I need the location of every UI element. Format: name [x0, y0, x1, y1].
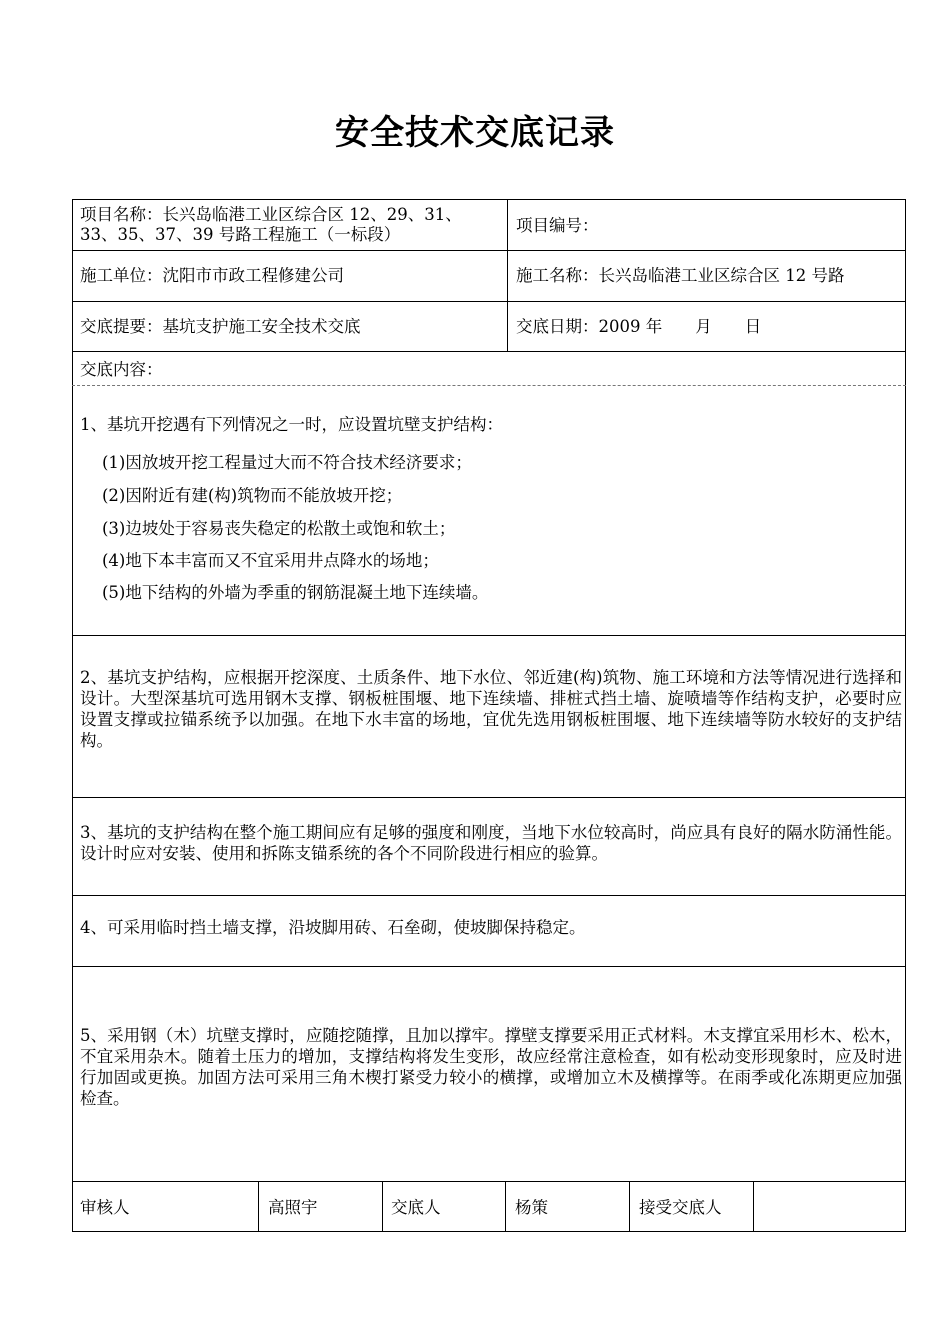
section-1-item: (4)地下本丰富而又不宜采用井点降水的场地；	[102, 551, 439, 570]
column-divider	[382, 1181, 383, 1232]
row-divider	[72, 351, 906, 352]
presenter-label: 交底人	[391, 1198, 441, 1217]
dashed-divider	[72, 385, 906, 386]
section-2: 2、基坑支护结构，应根据开挖深度、土质条件、地下水位、邻近建(构)筑物、施工环境和方法等情况进行选择和设计。大型深基坑可选用钢木支撑、钢板桩围堰、地下连续墙、排桩式挡土墙、旋喷墙等作结构支护，必要时应设置支撑或拉锚系统予以加强。在地下水丰富的场地，宜优先选用钢板桩围堰、地下连续墙等防水较好的支护结构。	[80, 668, 902, 750]
row-divider	[72, 635, 906, 636]
column-divider	[507, 199, 508, 351]
briefing-date: 交底日期：2009 年 月 日	[516, 317, 762, 336]
section-4: 4、可采用临时挡土墙支撑，沿坡脚用砖、石垒砌，使坡脚保持稳定。	[80, 918, 586, 937]
project-number: 项目编号：	[516, 216, 599, 235]
row-divider	[72, 797, 906, 798]
section-1-item: (3)边坡处于容易丧失稳定的松散土或饱和软土；	[102, 519, 456, 538]
column-divider	[753, 1181, 754, 1232]
project-name-line2: 33、35、37、39 号路工程施工（一标段）	[80, 225, 401, 244]
row-divider	[72, 301, 906, 302]
presenter-name: 杨策	[515, 1198, 548, 1217]
section-5: 5、采用钢（木）坑壁支撑时，应随挖随撑，且加以撑牢。撑壁支撑要采用正式材料。木支撑宜采用杉木、松木，不宜采用杂木。随着土压力的增加，支撑结构将发生变形，故应经常注意检查，如有松动变形现象时，应及时进行加固或更换。加固方法可采用三角木楔打紧受力较小的横撑，或增加立木及横撑等。在雨季或化冻期更应加强检查。	[80, 1026, 902, 1108]
section-1-item: (2)因附近有建(构)筑物而不能放坡开挖；	[102, 486, 403, 505]
section-1-intro: 1、基坑开挖遇有下列情况之一时，应设置坑壁支护结构：	[80, 415, 503, 434]
reviewer-label: 审核人	[80, 1198, 130, 1217]
column-divider	[629, 1181, 630, 1232]
row-divider	[72, 966, 906, 967]
construction-name: 施工名称：长兴岛临港工业区综合区 12 号路	[516, 266, 845, 285]
row-divider	[72, 895, 906, 896]
construction-unit: 施工单位：沈阳市市政工程修建公司	[80, 266, 344, 285]
row-divider	[72, 1181, 906, 1182]
section-1-item: (5)地下结构的外墙为季重的钢筋混凝土地下连续墙。	[102, 583, 489, 602]
reviewer-name: 高照宇	[268, 1198, 318, 1217]
receiver-label: 接受交底人	[639, 1198, 722, 1217]
project-name-line1: 项目名称：长兴岛临港工业区综合区 12、29、31、	[80, 205, 462, 224]
column-divider	[505, 1181, 506, 1232]
row-divider	[72, 250, 906, 251]
page-title: 安全技术交底记录	[335, 113, 615, 153]
section-3: 3、基坑的支护结构在整个施工期间应有足够的强度和刚度，当地下水位较高时，尚应具有良好的隔水防涌性能。设计时应对安装、使用和拆陈支锚系统的各个不同阶段进行相应的验算。	[80, 823, 902, 863]
section-1-item: (1)因放坡开挖工程量过大而不符合技术经济要求；	[102, 453, 472, 472]
project-name	[80, 205, 505, 245]
column-divider	[258, 1181, 259, 1232]
content-label: 交底内容：	[80, 360, 163, 379]
summary: 交底提要：基坑支护施工安全技术交底	[80, 317, 361, 336]
